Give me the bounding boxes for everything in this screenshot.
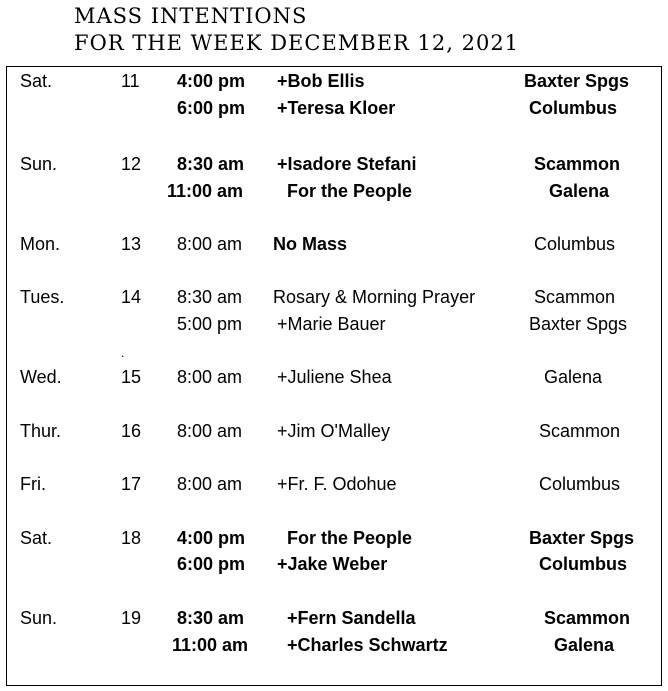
mass-intention: +Jim O'Malley: [277, 421, 390, 441]
day-label: Sat.: [20, 528, 53, 548]
mass-time: 8:00 am: [177, 234, 243, 254]
stray-dot: .: [121, 346, 125, 360]
mass-time: 8:00 am: [177, 367, 243, 387]
day-label: Sun.: [20, 154, 58, 174]
mass-time: 5:00 pm: [177, 314, 243, 334]
mass-location: Columbus: [534, 234, 616, 254]
document-title-line1: MASS INTENTIONS: [74, 4, 308, 28]
day-label: Tues.: [20, 287, 65, 307]
mass-time: 11:00 am: [172, 635, 249, 655]
mass-time: 4:00 pm: [177, 528, 246, 548]
mass-intention: No Mass: [273, 234, 348, 254]
mass-location: Scammon: [534, 287, 616, 307]
date-number: 12: [121, 154, 142, 174]
mass-time: 8:00 am: [177, 474, 243, 494]
mass-intention: For the People: [287, 528, 413, 548]
mass-intention: +Marie Bauer: [277, 314, 386, 334]
date-number: 17: [121, 474, 142, 494]
mass-time: 8:30 am: [177, 287, 243, 307]
mass-intention: +Charles Schwartz: [287, 635, 448, 655]
mass-location: Scammon: [544, 608, 631, 628]
mass-time: 6:00 pm: [177, 98, 246, 118]
day-label: Mon.: [20, 234, 61, 254]
mass-location: Scammon: [539, 421, 621, 441]
mass-time: 8:00 am: [177, 421, 243, 441]
day-label: Wed.: [20, 367, 62, 387]
mass-intention: +Fern Sandella: [287, 608, 416, 628]
day-label: Sat.: [20, 71, 53, 91]
day-label: Thur.: [20, 421, 62, 441]
mass-intention: Rosary & Morning Prayer: [273, 287, 476, 307]
mass-time: 8:30 am: [177, 608, 245, 628]
mass-time: 6:00 pm: [177, 554, 246, 574]
date-number: 18: [121, 528, 142, 548]
date-number: 11: [121, 71, 140, 91]
day-label: Fri.: [20, 474, 46, 494]
mass-intention: +Bob Ellis: [277, 71, 365, 91]
mass-location: Galena: [544, 367, 603, 387]
document-title-line2: FOR THE WEEK DECEMBER 12, 2021: [74, 31, 520, 55]
day-label: Sun.: [20, 608, 58, 628]
mass-location: Baxter Spgs: [524, 71, 630, 91]
mass-location: Columbus: [539, 554, 627, 574]
mass-location: Galena: [554, 635, 615, 655]
mass-intention: +Fr. F. Odohue: [277, 474, 397, 494]
mass-intention: +Jake Weber: [277, 554, 388, 574]
mass-location: Columbus: [529, 98, 617, 118]
mass-intention: +Teresa Kloer: [277, 98, 396, 118]
date-number: 19: [121, 608, 142, 628]
mass-intention: +Juliene Shea: [277, 367, 392, 387]
mass-intention: +Isadore Stefani: [277, 154, 417, 174]
date-number: 14: [121, 287, 142, 307]
mass-location: Baxter Spgs: [529, 314, 628, 334]
date-number: 15: [121, 367, 142, 387]
mass-intention: For the People: [287, 181, 413, 201]
mass-time: 11:00 am: [167, 181, 244, 201]
mass-time: 4:00 pm: [177, 71, 246, 91]
mass-location: Columbus: [539, 474, 621, 494]
date-number: 16: [121, 421, 142, 441]
mass-location: Baxter Spgs: [529, 528, 635, 548]
mass-location: Scammon: [534, 154, 621, 174]
date-number: 13: [121, 234, 142, 254]
mass-time: 8:30 am: [177, 154, 245, 174]
mass-location: Galena: [549, 181, 610, 201]
